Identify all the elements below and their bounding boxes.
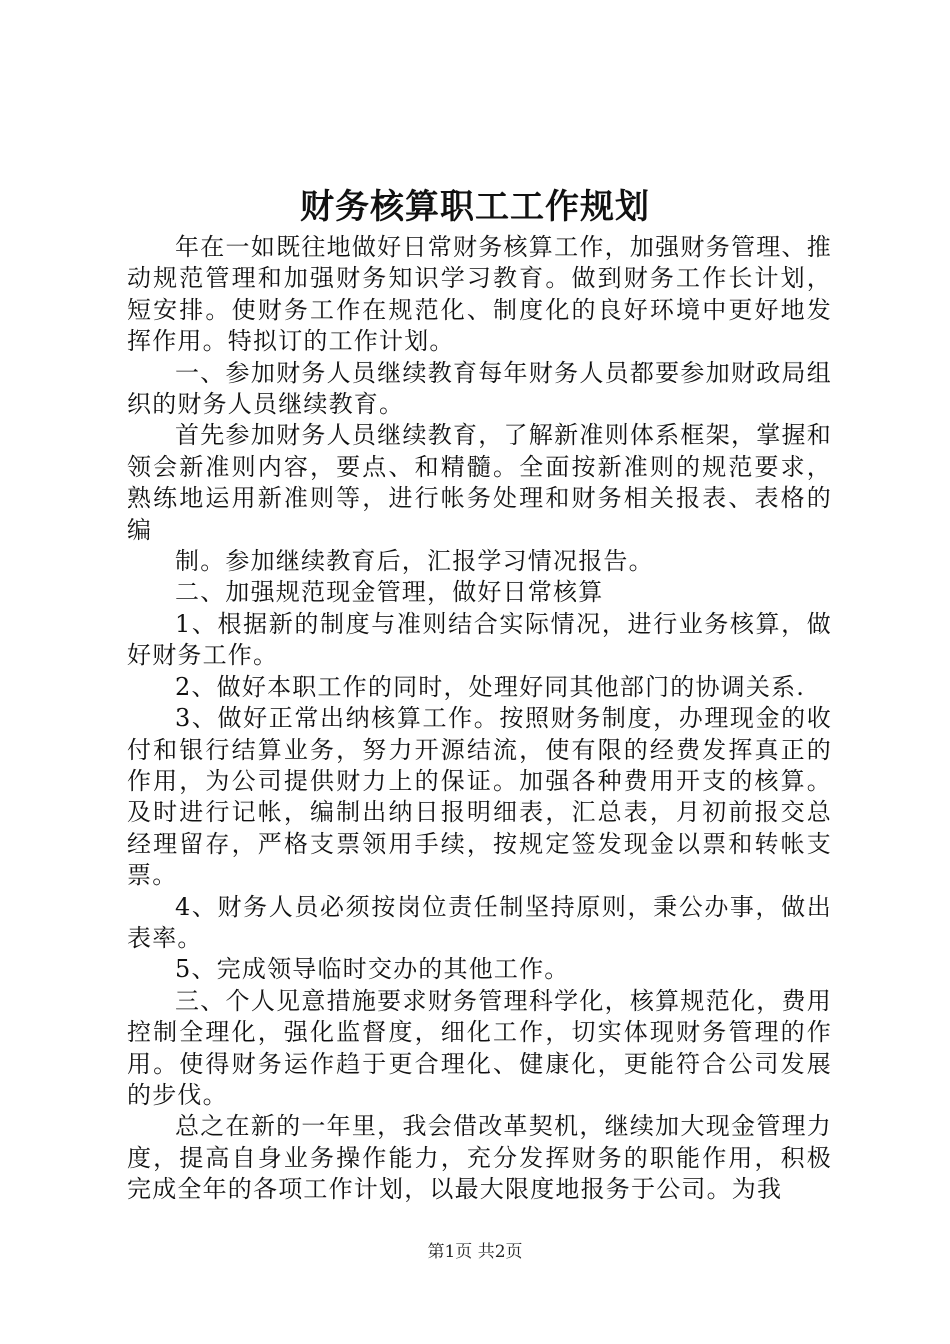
paragraph-item-2: 2、做好本职工作的同时，处理好同其他部门的协调关系. [175, 672, 806, 701]
paragraph-item-5: 5、完成领导临时交办的其他工作。 [175, 955, 570, 984]
paragraph-item-1: 1、根据新的制度与准则结合实际情况，进行业务核算，做好财务工作。 [127, 609, 832, 670]
document-title: 财务核算职工工作规划 [300, 187, 650, 227]
paragraph-intro: 年在一如既往地做好日常财务核算工作，加强财务管理、推动规范管理和加强财务知识学习教育。做到财务工作长计划，短安排。使财务工作在规范化、制度化的良好环境中更好地发挥作用。特拟订的工作计划。 [127, 233, 832, 356]
paragraph-section-2: 二、加强规范现金管理，做好日常核算 [175, 578, 604, 607]
paragraph-item-4: 4、财务人员必须按岗位责任制坚持原则，秉公办事，做出表率。 [127, 892, 832, 952]
paragraph-section-1: 一、参加财务人员继续教育每年财务人员都要参加财政局组织的财务人员继续教育。 [127, 358, 832, 419]
document-body [127, 232, 832, 1206]
paragraph-education: 首先参加财务人员继续教育，了解新准则体系框架，掌握和领会新准则内容，要点、和精髓。全面按新准则的规范要求，熟练地运用新准则等，进行帐务处理和财务相关报表、表格的编 [127, 421, 832, 544]
page-number-footer: 第1页 共2页 [427, 1242, 523, 1262]
paragraph-conclusion: 总之在新的一年里，我会借改革契机，继续加大现金管理力度，提高自身业务操作能力，充分发挥财务的职能作用，积极完成全年的各项工作计划，以最大限度地报务于公司。为我 [127, 1112, 832, 1204]
paragraph-item-3: 3、做好正常出纳核算工作。按照财务制度，办理现金的收付和银行结算业务，努力开源结流，使有限的经费发挥真正的作用，为公司提供财力上的保证。加强各种费用开支的核算。及时进行记帐，编制出纳日报明细表，汇总表，月初前报交总经理留存，严格支票领用手续，按规定签发现金以票和转帐支票。 [127, 704, 832, 890]
paragraph-section-3: 三、个人见意措施要求财务管理科学化，核算规范化，费用控制全理化，强化监督度，细化工作，切实体现财务管理的作用。使得财务运作趋于更合理化、健康化，更能符合公司发展的步伐。 [127, 986, 832, 1109]
paragraph-report: 制。参加继续教育后，汇报学习情况报告。 [175, 547, 654, 576]
